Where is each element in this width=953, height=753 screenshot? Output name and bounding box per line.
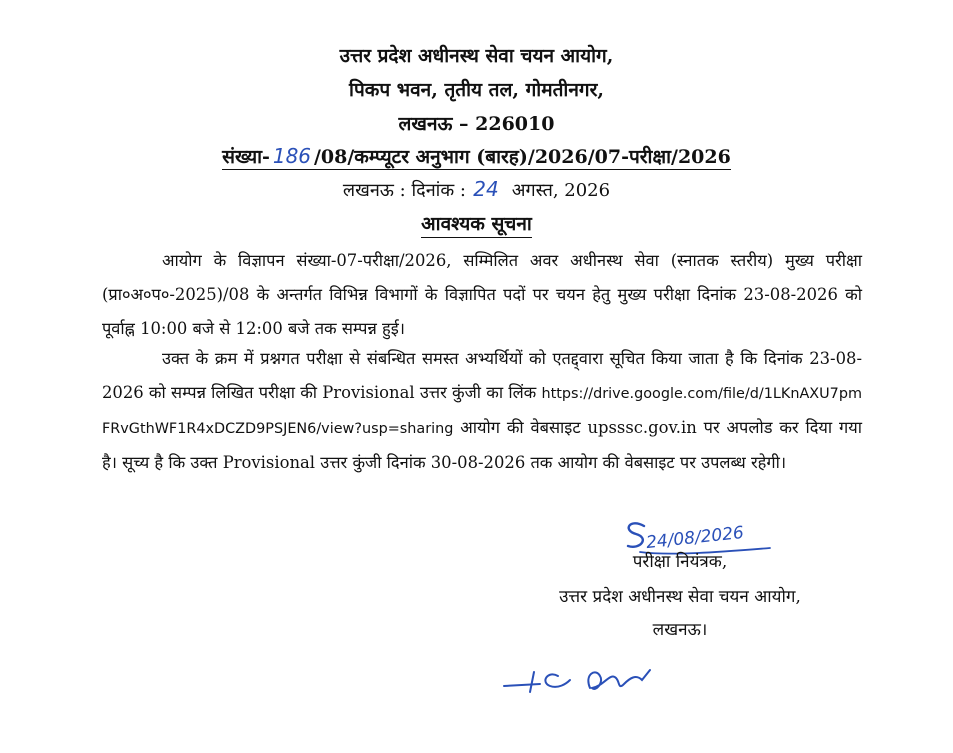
signature-city: लखनऊ। (652, 620, 708, 640)
designation: परीक्षा नियंत्रक, (632, 552, 728, 572)
initials-signature (500, 662, 660, 702)
reference-number (222, 146, 731, 170)
paragraph-2 (102, 342, 862, 480)
paragraph-1-text: आयोग के विज्ञापन संख्या-07-परीक्षा/2026, सम्मिलित अवर अधीनस्थ सेवा (स्नातक स्तरीय) मुख्य परीक्षा (प्रा०अ०प०-2025)/08 के अन्तर्गत विभिन्न विभागों के विज्ञापित पदों पर चयन हेतु मुख्य परीक्षा दिनांक 23-08-2026 को पूर्वाह्न 10:00 बजे से 12:00 बजे तक सम्पन्न हुई। (102, 251, 862, 338)
paragraph-1 (102, 244, 862, 346)
handwritten-day: 24 (473, 177, 499, 201)
date-line (0, 177, 953, 202)
handwritten-reference-number: 186 (272, 144, 312, 168)
date-month-year: अगस्त, 2026 (511, 180, 611, 201)
date-label: दिनांक : (411, 180, 466, 201)
answer-key-link[interactable]: https://drive.google.com/file/d/1LKnAXU7pmFRvGthWF1R4xDCZD9PSJEN6/view?usp=sharing (102, 386, 862, 437)
reference-prefix: संख्या- (222, 146, 270, 168)
org-city: लखनऊ – 226010 (398, 113, 555, 135)
signature-org: उत्तर प्रदेश अधीनस्थ सेवा चयन आयोग, (559, 587, 801, 607)
notice-title-text: आवश्यक सूचना (421, 213, 532, 238)
notice-title (0, 210, 953, 236)
date-place: लखनऊ : (342, 180, 406, 201)
org-address: पिकप भवन, तृतीय तल, गोमतीनगर, (349, 79, 604, 101)
org-name: उत्तर प्रदेश अधीनस्थ सेवा चयन आयोग, (339, 45, 614, 67)
paragraph-2-before-link: उक्त के क्रम में प्रश्नगत परीक्षा से संबन्धित समस्त अभ्यर्थियों को एतद्द्वारा सूचित किया जाता है कि दिनांक 23-08-2026 को सम्पन्न लिखित परीक्षा की Provisional उत्तर कुंजी का लिंक (102, 349, 862, 402)
paragraph-2-text (102, 342, 862, 480)
reference-number-line (0, 143, 953, 169)
signature-date: 24/08/2026 (645, 522, 745, 554)
paragraph-2-after-link: आयोग की वेबसाइट upsssc.gov.in पर अपलोड कर दिया गया है। सूच्य है कि उक्त Provisional उत्तर कुंजी दिनांक 30-08-2026 तक आयोग की वेबसाइट पर उपलब्ध रहेगी। (102, 418, 862, 472)
reference-suffix: /08/कम्प्यूटर अनुभाग (बारह)/2026/07-परीक्षा/2026 (313, 146, 731, 168)
